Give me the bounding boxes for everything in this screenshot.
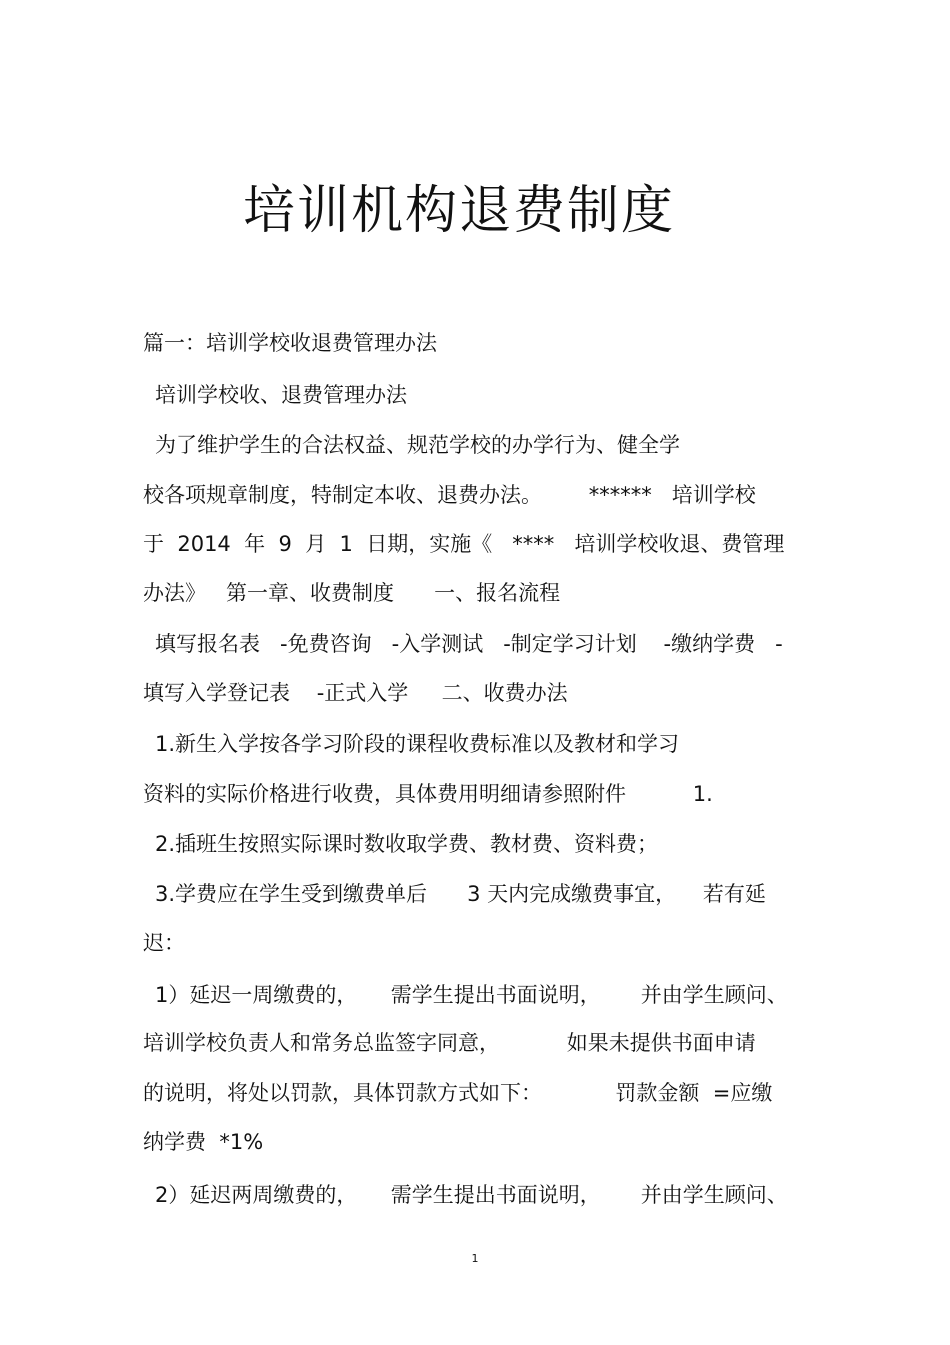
paragraph-line: 2）延迟两周缴费的， 需学生提出书面说明， 并由学生顾问、 <box>155 1183 788 1207</box>
paragraph-line: 1）延迟一周缴费的， 需学生提出书面说明， 并由学生顾问、 <box>155 983 788 1007</box>
paragraph-line: 培训学校负责人和常务总监签字同意， 如果未提供书面申请 <box>143 1031 756 1055</box>
document-title: 培训机构退费制度 <box>242 181 675 241</box>
paragraph-line: 填写报名表 -免费咨询 -入学测试 -制定学习计划 -缴纳学费 - <box>155 632 783 656</box>
paragraph-line: 办法》 第一章、收费制度 一、报名流程 <box>143 581 561 605</box>
page-number: 1 <box>471 1252 479 1265</box>
paragraph-line: 的说明，将处以罚款，具体罚款方式如下： 罚款金额 =应缴 <box>143 1081 773 1105</box>
paragraph-line: 迟： <box>143 931 185 955</box>
paragraph-line: 校各项规章制度，特制定本收、退费办法。 ****** 培训学校 <box>143 483 756 507</box>
paragraph-line: 填写入学登记表 -正式入学 二、收费办法 <box>143 681 568 705</box>
paragraph-line: 3.学费应在学生受到缴费单后 3 天内完成缴费事宜， 若有延 <box>155 882 766 906</box>
paragraph-line: 纳学费 *1% <box>143 1130 264 1154</box>
paragraph-line: 培训学校收、退费管理办法 <box>155 383 407 407</box>
paragraph-line: 为了维护学生的合法权益、规范学校的办学行为、健全学 <box>155 433 680 457</box>
paragraph-line: 篇一：培训学校收退费管理办法 <box>143 331 437 355</box>
paragraph-line: 于 2014 年 9 月 1 日期，实施《 **** 培训学校收退、费管理 <box>143 532 785 556</box>
paragraph-line: 资料的实际价格进行收费，具体费用明细请参照附件 1. <box>143 782 713 806</box>
paragraph-line: 2.插班生按照实际课时数收取学费、教材费、资料费； <box>155 832 659 856</box>
paragraph-line: 1.新生入学按各学习阶段的课程收费标准以及教材和学习 <box>155 732 680 756</box>
